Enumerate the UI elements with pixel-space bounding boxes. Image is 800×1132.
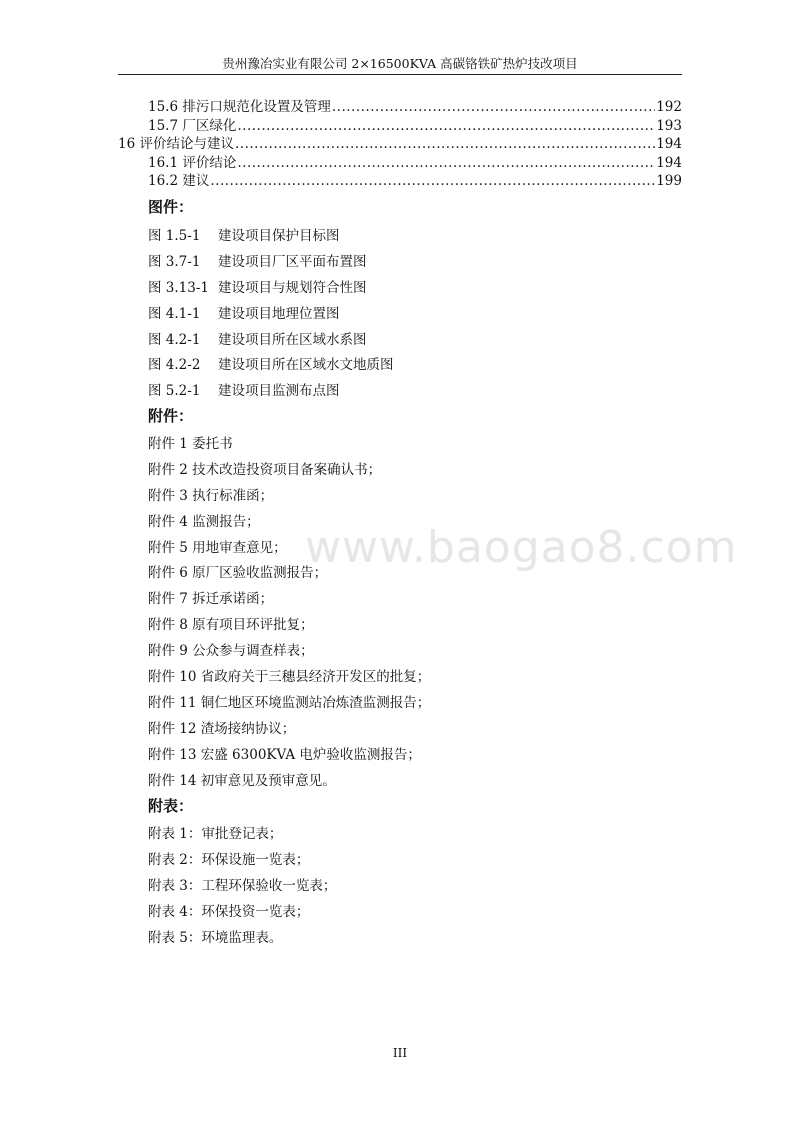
figures-list: [148, 224, 668, 405]
toc-entry-title: 15.7 厂区绿化: [148, 117, 237, 134]
attachment-item: 附件 13 宏盛 6300KVA 电炉验收监测报告；: [148, 746, 421, 763]
figures-heading: 图件：: [148, 198, 194, 216]
toc-entry[interactable]: [118, 154, 682, 173]
running-header: 贵州豫冶实业有限公司 2×16500KVA 高碳铬铁矿热炉技改项目: [222, 56, 578, 71]
attachment-item: 附件 14 初审意见及预审意见。: [148, 772, 336, 789]
figure-number: 图 3.13-1: [148, 279, 210, 296]
toc-entry[interactable]: [118, 172, 682, 191]
attachment-item: 附件 11 铜仁地区环境监测站冶炼渣监测报告；: [148, 694, 431, 711]
appendix-table-item: 附表 4：环保投资一览表；: [148, 903, 310, 920]
toc-entry-page: 192: [656, 99, 682, 115]
appendix-tables-list: [148, 822, 668, 951]
table-of-contents: [118, 98, 682, 191]
page-number: III: [392, 1046, 408, 1060]
figure-title: 建设项目所在区域水文地质图: [218, 357, 394, 374]
figure-number: 图 4.2-2: [148, 357, 201, 374]
toc-leader-dots: [210, 172, 655, 191]
figure-item: [148, 379, 668, 405]
toc-entry-page: 193: [656, 117, 682, 134]
attachment-item: 附件 6 原厂区验收监测报告；: [148, 565, 328, 582]
appendix-table-item: 附表 1：审批登记表；: [148, 826, 283, 842]
figure-item: [148, 250, 668, 276]
toc-entry-title: 16.2 建议: [148, 173, 210, 190]
attachment-item: 附件 2 技术改造投资项目备案确认书；: [148, 461, 382, 478]
attachment-item: 附件 9 公众参与调查样表；: [148, 643, 314, 660]
watermark: www.baogao8.com: [305, 522, 738, 573]
figure-number: 图 4.2-1: [148, 331, 201, 348]
figure-title: 建设项目与规划符合性图: [218, 279, 367, 296]
toc-entry-page: 194: [656, 154, 682, 171]
attachment-item: 附件 7 拆迁承诺函；: [148, 591, 274, 608]
figure-number: 图 1.5-1: [148, 228, 201, 244]
toc-entry-title: 16.1 评价结论: [148, 154, 237, 171]
attachments-heading: 附件：: [148, 407, 194, 425]
toc-entry-title: 15.6 排污口规范化设置及管理: [148, 99, 331, 115]
figure-title: 建设项目监测布点图: [218, 383, 340, 400]
toc-entry-page: 199: [656, 173, 682, 190]
appendix-table-item: 附表 3：工程环保验收一览表；: [148, 877, 337, 894]
toc-entry[interactable]: [118, 117, 682, 136]
figure-number: 图 5.2-1: [148, 383, 201, 400]
figure-title: 建设项目厂区平面布置图: [218, 253, 367, 270]
toc-leader-dots: [235, 135, 655, 154]
toc-leader-dots: [332, 98, 655, 117]
appendix-table-item: 附表 2：环保设施一览表；: [148, 851, 310, 868]
appendix-table-item: 附表 5：环境监理表。: [148, 929, 283, 946]
attachment-item: 附件 1 委托书: [148, 436, 233, 452]
figure-title: 建设项目地理位置图: [218, 305, 340, 322]
figure-item: [148, 302, 668, 328]
figure-title: 建设项目保护目标图: [218, 228, 340, 244]
figure-number: 图 3.7-1: [148, 253, 201, 270]
attachment-item: 附件 10 省政府关于三穗县经济开发区的批复；: [148, 669, 431, 686]
toc-entry-title: 16 评价结论与建议: [118, 136, 234, 153]
figure-item: [148, 224, 668, 250]
toc-entry-page: 194: [656, 136, 682, 153]
attachment-item: 附件 12 渣场接纳协议；: [148, 720, 296, 737]
figure-title: 建设项目所在区域水系图: [218, 331, 367, 348]
figure-item: [148, 328, 668, 354]
attachment-item: 附件 3 执行标准函；: [148, 487, 274, 504]
attachment-item: 附件 5 用地审查意见；: [148, 539, 287, 556]
appendix-tables-heading: 附表：: [148, 797, 194, 815]
toc-entry[interactable]: [118, 98, 682, 117]
header-rule: [118, 74, 682, 75]
toc-entry[interactable]: [118, 135, 682, 154]
figure-item: [148, 276, 668, 302]
attachment-item: 附件 4 监测报告；: [148, 513, 260, 530]
figure-number: 图 4.1-1: [148, 305, 201, 322]
attachments-list: [148, 432, 668, 794]
figure-item: [148, 353, 668, 379]
attachment-item: 附件 8 原有项目环评批复；: [148, 617, 314, 634]
toc-leader-dots: [237, 117, 655, 136]
toc-leader-dots: [237, 154, 655, 173]
